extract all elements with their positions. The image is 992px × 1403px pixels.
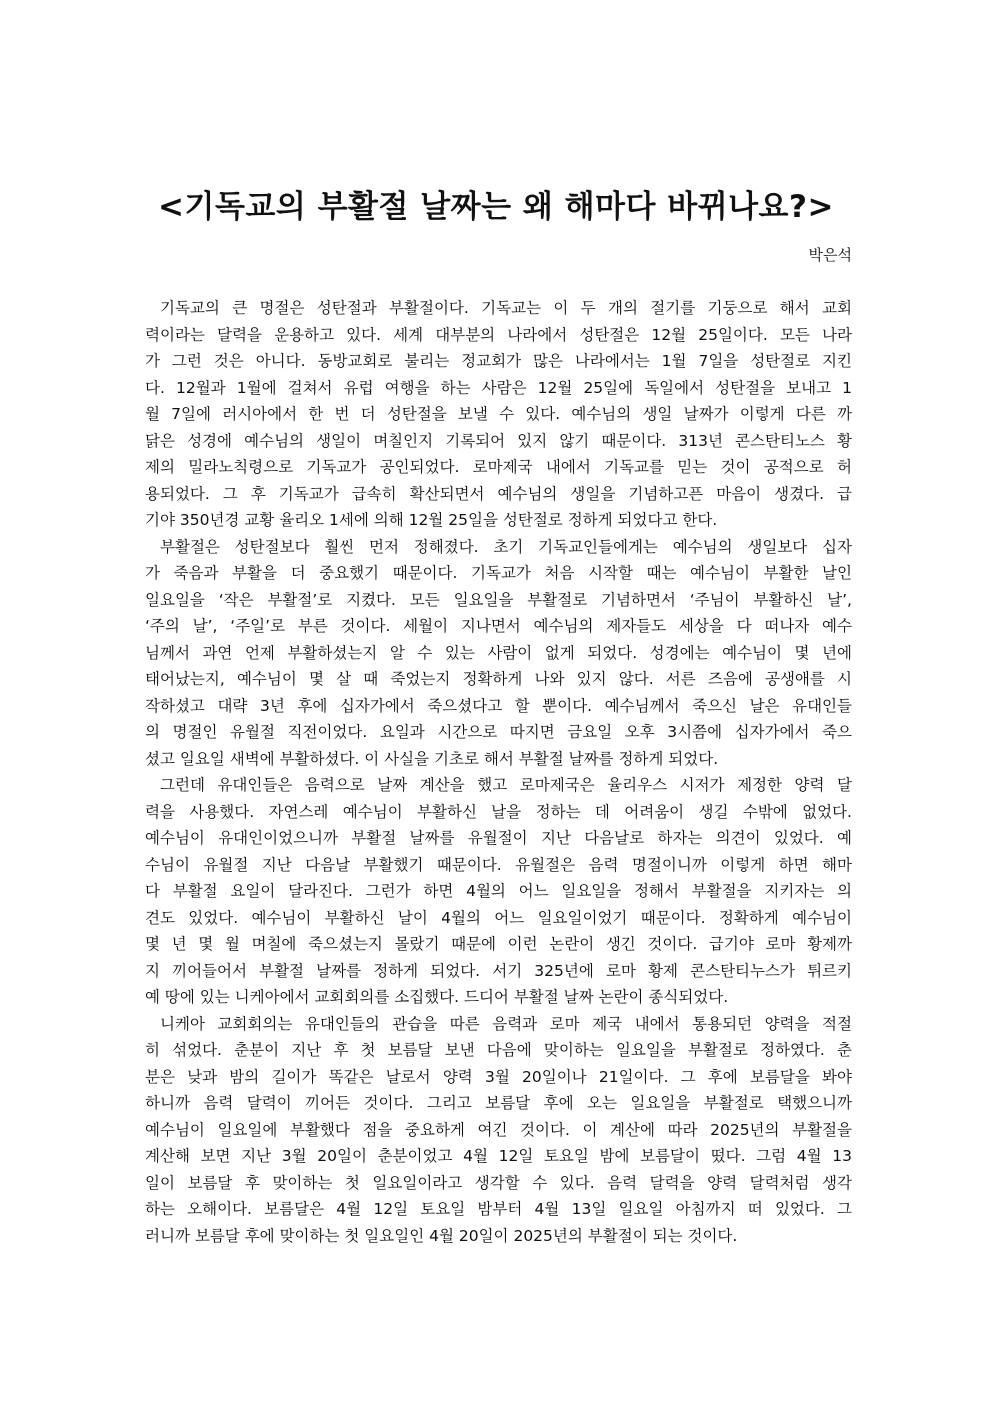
text-line: 예 땅에 있는 니케아에서 교회회의를 소집했다. 드디어 부활절 날짜 논란이 종식되었다.	[145, 988, 729, 1006]
text-line: 월 7일에 러시아에서 한 번 더 성탄절을 보낼 수 있다. 예수님의 생일 날짜가 이렇게 다른 까	[145, 405, 852, 423]
text-line: 기야 350년경 교황 율리오 1세에 의해 12월 25일을 성탄절로 정하게 되었다고 한다.	[145, 511, 718, 529]
paragraph	[145, 295, 852, 534]
text-line: 예수님이 일요일에 부활했다 점을 중요하게 여긴 것이다. 이 계산에 따라 2025년의 부활절을	[145, 1120, 852, 1139]
text-line: 견도 있었다. 예수님이 부활하신 날이 4월의 어느 일요일이었기 때문이다. 정확하게 예수님이	[145, 908, 852, 927]
paragraph	[145, 534, 852, 773]
text-line: 분은 낮과 밤의 길이가 똑같은 날로서 양력 3월 20일이나 21일이다. 그 후에 보름달을 봐야	[145, 1067, 852, 1086]
text-line: 가 그런 것은 아니다. 동방교회로 불리는 정교회가 많은 나라에서는 1월 7일을 성탄절로 지킨	[145, 352, 852, 370]
text-line: 부활절은 성탄절보다 훨씬 먼저 정해졌다. 초기 기독교인들에게는 예수님의 생일보다 십자	[160, 537, 852, 556]
paragraph	[145, 772, 852, 1011]
paragraph	[145, 1011, 852, 1250]
text-line: 하니까 음력 달력이 끼어든 것이다. 그리고 보름달 후에 오는 일요일을 부활절로 택했으니까	[145, 1094, 852, 1112]
text-line: 예수님이 유대인이었으니까 부활절 날짜를 유월절이 지난 다음날로 하자는 의견이 있었다. 예	[145, 829, 852, 847]
text-line: 그런데 유대인들은 음력으로 날짜 계산을 했고 로마제국은 율리우스 시저가 제정한 양력 달	[160, 776, 852, 794]
text-line: 몇 년 몇 월 며칠에 죽으셨는지 몰랐기 때문에 이런 논란이 생긴 것이다. 급기야 로마 황제까	[145, 935, 852, 953]
text-line: 다 부활절 요일이 달라진다. 그런가 하면 4월의 어느 일요일을 정해서 부활절을 지키자는 의	[145, 882, 852, 900]
text-line: 하는 오해이다. 보름달은 4월 12일 토요일 밤부터 4월 13일 일요일 아침까지 떠 있었다. 그	[145, 1200, 852, 1218]
text-line: 님께서 과연 언제 부활하셨는지 알 수 있는 사람이 없게 되었다. 성경에는 예수님이 몇 년에	[145, 643, 852, 662]
text-line: ‘주의 날’, ‘주일’로 부른 것이다. 세월이 지나면서 예수님의 제자들도 세상을 다 떠나자 예수	[145, 617, 852, 635]
text-line: 태어났는지, 예수님이 몇 살 때 죽었는지 정확하게 나와 있지 않다. 서른 즈음에 공생애를 시	[145, 670, 852, 688]
text-line: 작하셨고 대략 3년 후에 십자가에서 죽으셨다고 할 뿐이다. 예수님께서 죽으신 날은 유대인들	[145, 696, 852, 715]
text-line: 지 끼어들어서 부활절 날짜를 정하게 되었다. 서기 325년에 로마 황제 콘스탄티누스가 튀르키	[145, 961, 852, 980]
text-line: 니케아 교회회의는 유대인들의 관습을 따른 음력과 로마 제국 내에서 통용되던 양력을 적절	[160, 1014, 852, 1033]
text-line: 수님이 유월절 지난 다음날 부활했기 때문이다. 유월절은 음력 명절이니까 이렇게 하면 해마	[145, 855, 852, 874]
text-line: 셨고 일요일 새벽에 부활하셨다. 이 사실을 기초로 해서 부활절 날짜를 정하게 되었다.	[145, 749, 719, 768]
text-line: 의 명절인 유월절 직전이었다. 요일과 시간으로 따지면 금요일 오후 3시쯤에 십자가에서 죽으	[145, 723, 852, 741]
text-line: 력을 사용했다. 자연스레 예수님이 부활하신 날을 정하는 데 어려움이 생길 수밖에 없었다.	[145, 802, 852, 821]
text-line: 일요일을 ‘작은 부활절’로 지켰다. 모든 일요일을 부활절로 기념하면서 ‘주님이 부활하신 날’,	[145, 590, 852, 609]
text-line: 닭은 성경에 예수님의 생일이 며칠인지 기록되어 있지 않기 때문이다. 313년 콘스탄티노스 황	[145, 431, 852, 450]
text-line: 력이라는 달력을 운용하고 있다. 세계 대부분의 나라에서 성탄절은 12월 25일이다. 모든 나라	[145, 325, 852, 344]
text-line: 가 죽음과 부활을 더 중요했기 때문이다. 기독교가 처음 시작할 때는 예수님이 부활한 날인	[145, 564, 852, 582]
text-line: 러니까 보름달 후에 맞이하는 첫 일요일인 4월 20일이 2025년의 부활절이 되는 것이다.	[145, 1226, 738, 1245]
document-title: <기독교의 부활절 날짜는 왜 해마다 바뀌나요?>	[158, 188, 834, 225]
text-line: 일이 보름달 후 맞이하는 첫 일요일이라고 생각할 수 있다. 음력 달력을 양력 달력처럼 생각	[145, 1173, 852, 1192]
text-line: 계산해 보면 지난 3월 20일이 춘분이었고 4월 12일 토요일 밤에 보름달이 떴다. 그럼 4월 13	[145, 1147, 852, 1165]
text-line: 기독교의 큰 명절은 성탄절과 부활절이다. 기독교는 이 두 개의 절기를 기둥으로 해서 교회	[160, 299, 852, 317]
text-line: 다. 12월과 1월에 걸쳐서 유럽 여행을 하는 사람은 12월 25일에 독일에서 성탄절을 보내고 1	[145, 378, 852, 397]
document-body	[145, 295, 852, 1249]
text-line: 히 섞었다. 춘분이 지난 후 첫 보름달 보낸 다음에 맞이하는 일요일을 부활절로 정하였다. 춘	[145, 1041, 852, 1059]
text-line: 제의 밀라노칙령으로 기독교가 공인되었다. 로마제국 내에서 기독교를 믿는 것이 공적으로 허	[145, 458, 852, 476]
text-line: 용되었다. 그 후 기독교가 급속히 확산되면서 예수님의 생일을 기념하고픈 마음이 생겼다. 급	[145, 484, 852, 503]
author-name: 박은석	[808, 246, 852, 264]
